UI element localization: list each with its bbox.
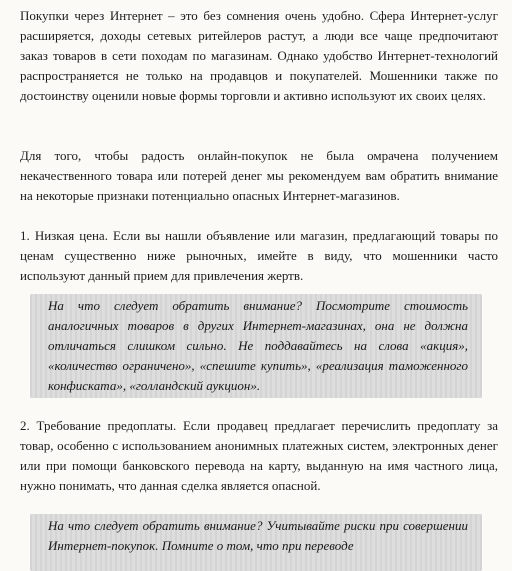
- callout-text-2: На что следует обратить внимание? Учитывайте риски при совершении Интернет-покупок. Помните о том, что при переводе: [48, 518, 468, 553]
- item-low-price: 1. Низкая цена. Если вы нашли объявление или магазин, предлагающий товары по ценам существенно ниже рыночных, имейте в виду, что мошенники часто используют данный прием для привлечения жертв.: [20, 228, 498, 283]
- item-prepayment: 2. Требование предоплаты. Если продавец предлагает перечислить предоплату за товар, особенно с использованием анонимных платежных систем, электронных денег или при помощи банковского перевода на карту, выданную на имя частного лица, нужно понимать, что данная сделка является опасной.: [20, 418, 498, 493]
- callout-text-1: На что следует обратить внимание? Посмотрите стоимость аналогичных товаров в других Интернет-магазинах, она не должна отличаться слишком сильно. Не поддавайтесь на слова «акция», «количество ограничено», «спешите купить», «реализация таможенного конфиската», «голландский аукцион».: [48, 298, 468, 393]
- intro-paragraph-1: Покупки через Интернет – это без сомнения очень удобно. Сфера Интернет-услуг расширяется, доходы сетевых ритейлеров растут, а люди все чаще предпочитают заказ товаров в сети походам по магазинам. Однако удобство Интернет-технологий распространяется не только на продавцов и покупателей. Мошенники также по достоинству оценили новые формы торговли и активно используют их своих целях.: [20, 8, 498, 103]
- intro-paragraph-2: Для того, чтобы радость онлайн-покупок не была омрачена получением некачественного товара или потерей денег мы рекомендуем вам обратить внимание на некоторые признаки потенциально опасных Интернет-магазинов.: [20, 148, 498, 203]
